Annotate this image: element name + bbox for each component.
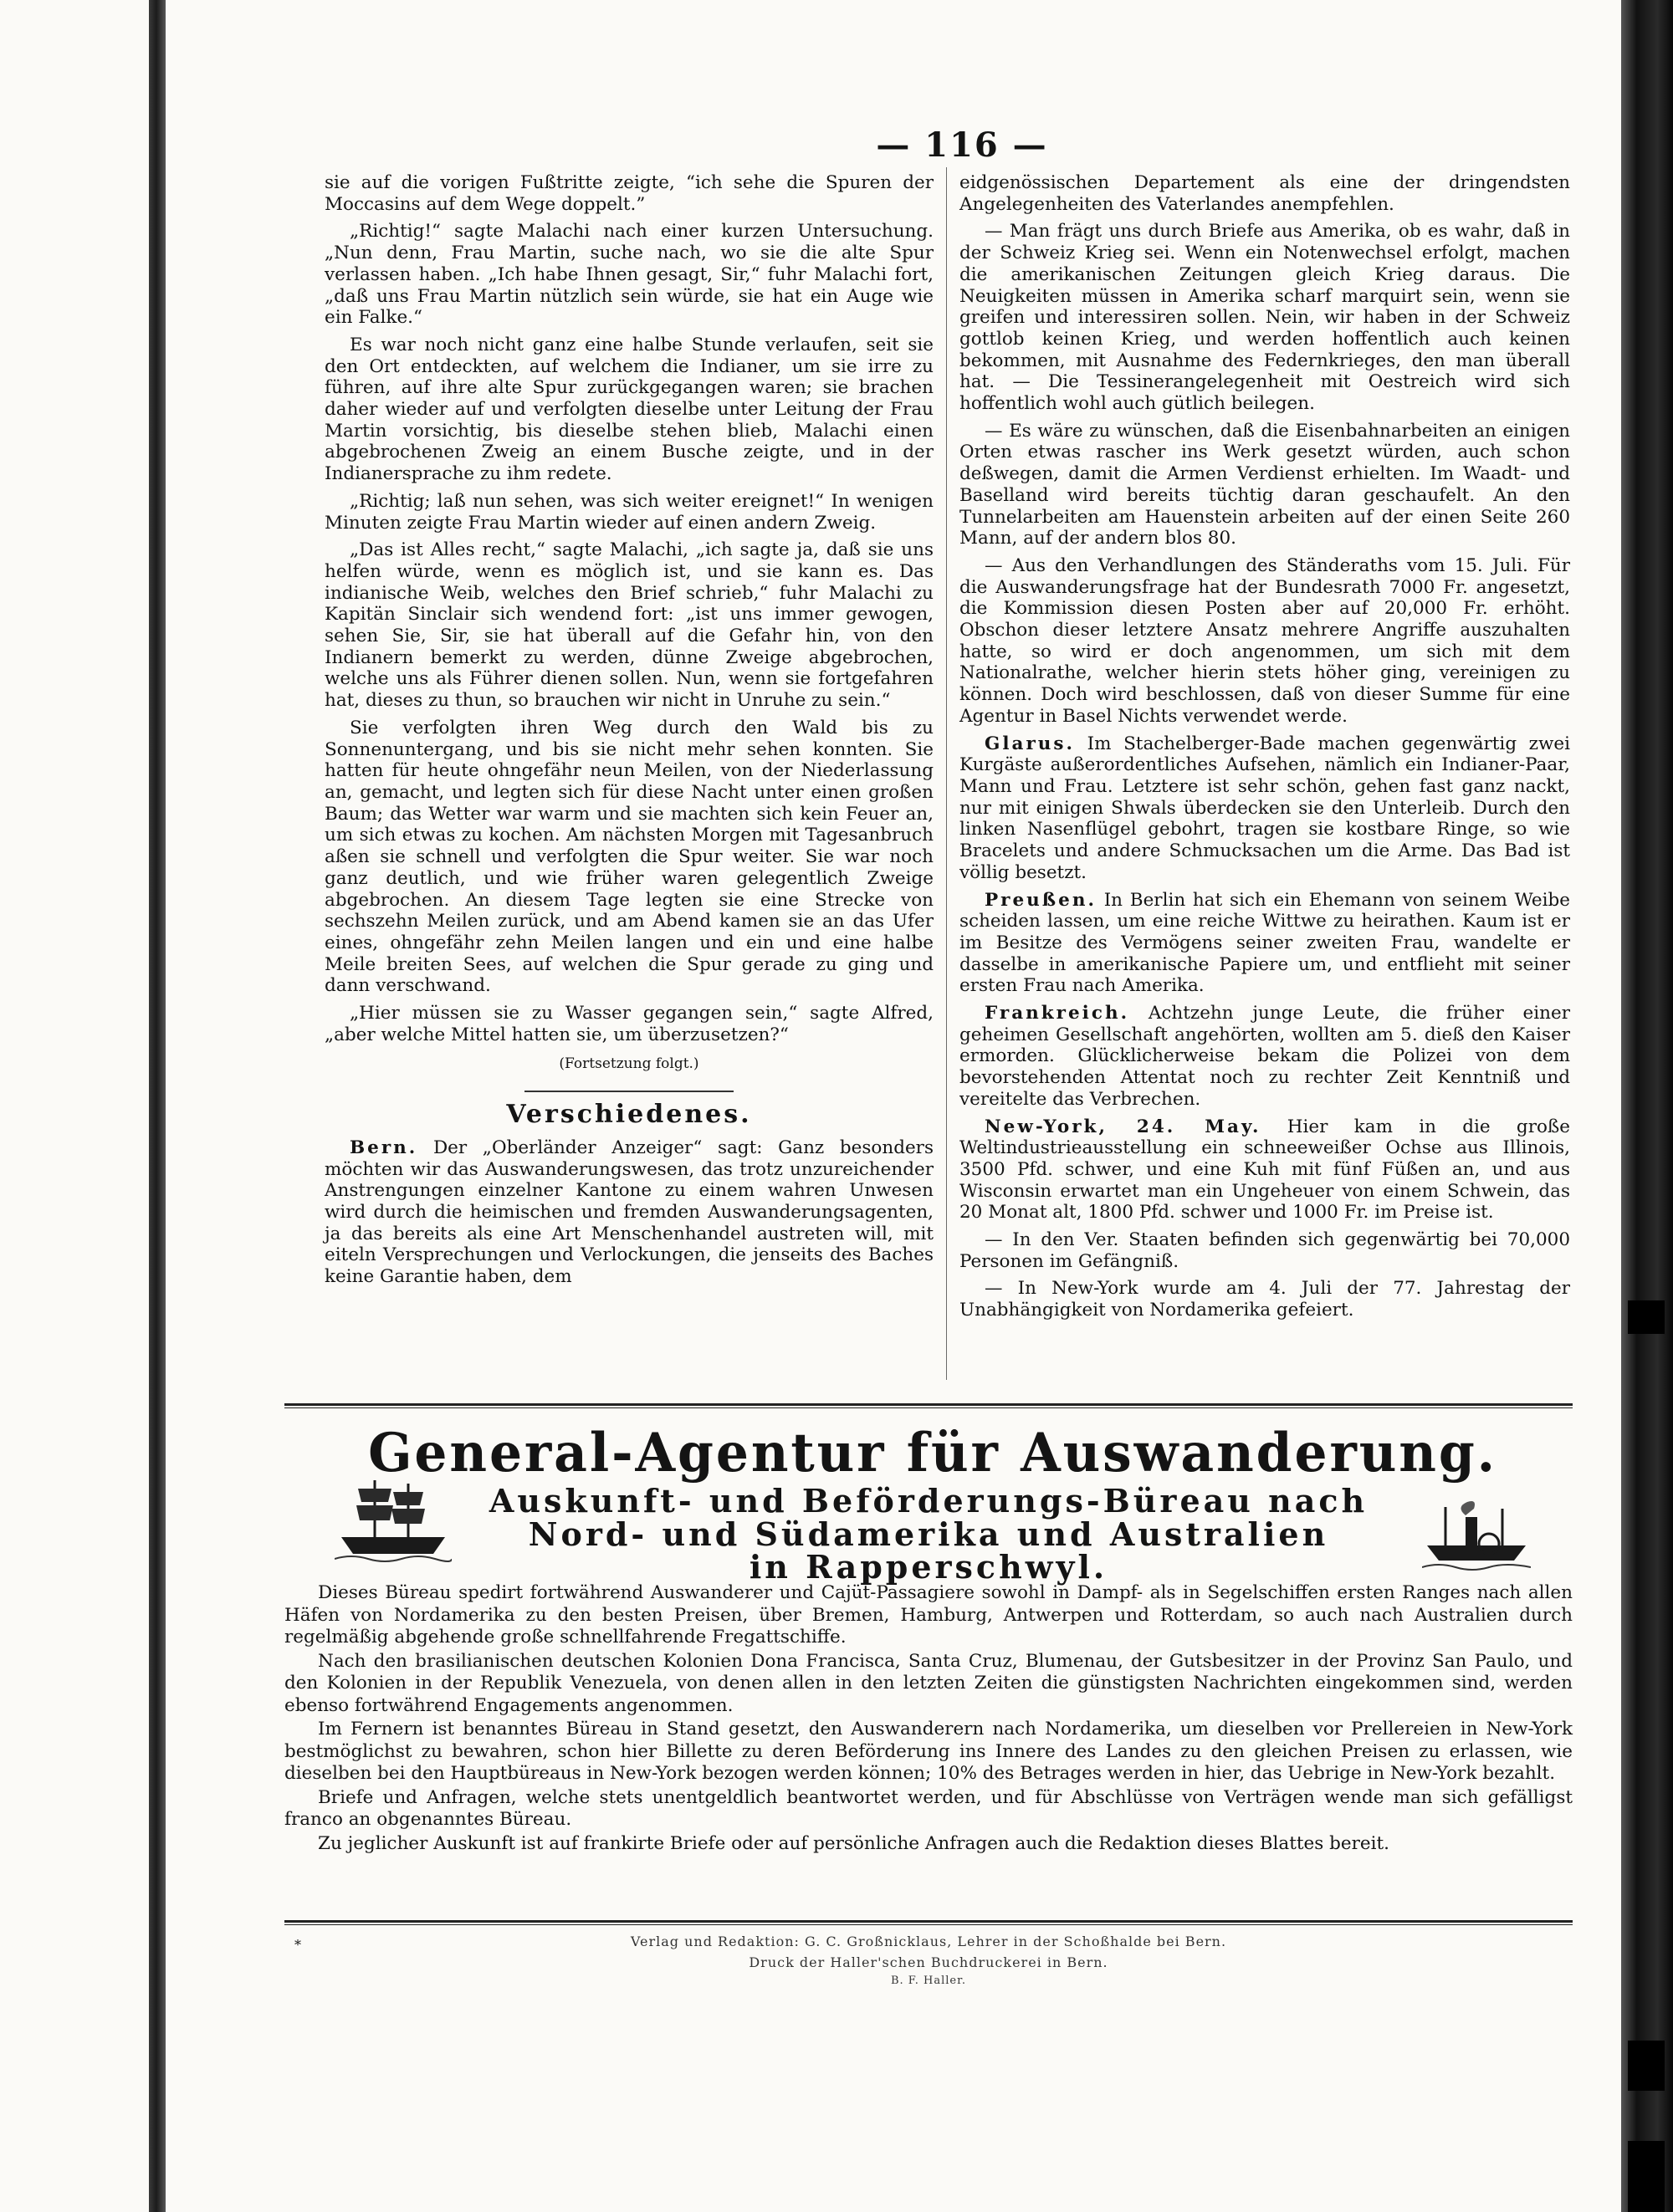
news-item-frankreich: [959, 1003, 1570, 1111]
ship-sail: [356, 1505, 393, 1520]
paragraph: — Man frägt uns durch Briefe aus Amerika, ob es wahr, daß in der Schweiz Krieg sei. Wenn ein Notenwechsel erfolgt, machen die amerikanischen Zeitungen gleich Krieg daraus. Die Neuigkeiten müssen in Amerika scharf marquirt sein, wenn sie greifen und interessiren sollen. Nein, wir haben in der Schweiz gottlob keinen Krieg, und werden hoffentlich auch keinen bekommen, mit Ausnahme des Federnkrieges, den man überall hat. — Die Tessinerangelegenheit mit Oestreich wird sich hoffentlich wohl auch gütlich beilegen.: [959, 221, 1570, 415]
footer-mark: *: [294, 1937, 301, 1953]
ship-sail: [391, 1509, 425, 1524]
place-name: New-York, 24. May.: [985, 1116, 1261, 1137]
binding-notch: [1628, 2141, 1665, 2212]
paragraph: — In den Ver. Staaten befinden sich gegenwärtig bei 70,000 Personen im Gefängniß.: [959, 1229, 1570, 1272]
news-text: Achtzehn junge Leute, die früher einer geheimen Gesellschaft angehörten, wollten am 5. dieß den Kaiser ermorden. Glücklicherweise bekam die Polizei von dem bevorstehenden Attentat noch zu rechter Zeit Kenntniß und vereitelte das Verbrechen.: [959, 1003, 1570, 1110]
footer-printer: Druck der Haller'schen Buchdruckerei in Bern.: [749, 1954, 1108, 1970]
news-text: Hier kam in die große Weltindustrieausstellung ein schneeweißer Ochse aus Illinois, 3500 Pfd. schwer, und eine Kuh mit fünf Füßen an, und aus Wisconsin erwartet man ein Ungeheuer von einem Schwein, das 20 Monat alt, 1800 Pfd. schwer und 1000 Fr. im Preise ist.: [959, 1116, 1571, 1223]
ship-waves: [1422, 1565, 1531, 1570]
ship-smoke: [1461, 1501, 1475, 1515]
paragraph: Es war noch nicht ganz eine halbe Stunde verlaufen, seit sie den Ort entdeckten, auf welchem die Indianer, um sie irre zu führen, auf ihre alte Spur zurückgegangen waren; sie brachen daher wieder auf und verfolgten dieselbe unter Leitung der Frau Martin vorsichtig, bis dieselbe stehen blieb, Malachi einen abgebrochenen Zweig an einem Busche zeigte, und in der Indianersprache zu ihm redete.: [325, 334, 934, 485]
footer-publisher: Verlag und Redaktion: G. C. Großnicklaus, Lehrer in der Schoßhalde bei Bern.: [630, 1934, 1227, 1949]
sailing-ship-icon: [335, 1472, 452, 1564]
paragraph: „Das ist Alles recht,“ sagte Malachi, „ich sagte ja, daß sie uns helfen würde, wenn es möglich ist, und sie kann es. Das indianische Weib, welches den Brief schrieb,“ fuhr Malachi zu Kapitän Sinclair sich wendend fort: „ist uns immer gewogen, sehen Sie, Sir, sie hat überall auf die Gefahr hin, von den Indianern bemerkt zu werden, dünne Zweige abgebrochen, welche uns als Führer dienen sollen. Nun, wenn sie fortgefahren hat, dieses zu thun, so brauchen wir nicht in Unruhe zu sein.“: [325, 539, 934, 712]
binding-notch: [1628, 1300, 1665, 1334]
paragraph: „Hier müssen sie zu Wasser gegangen sein,“ sagte Alfred, „aber welche Mittel hatten sie, um überzusetzen?“: [325, 1003, 934, 1045]
paragraph: „Richtig!“ sagte Malachi nach einer kurzen Untersuchung. „Nun denn, Frau Martin, suche nach, wo sie die alte Spur verlassen haben. „Ich habe Ihnen gesagt, Sir,“ fuhr Malachi fort, „daß uns Frau Martin nützlich sein würde, sie hat ein Auge wie ein Falke.“: [325, 221, 934, 329]
news-text: Der „Oberländer Anzeiger“ sagt: Ganz besonders möchten wir das Auswanderungswesen, das trotz unzureichender Anstrengungen einzelner Kantone zu einem wahren Unwesen wird durch die heimischen und fremden Auswanderungsagenten, ja das bereits als eine Art Menschenhandel austreten will, mit eiteln Versprechungen und Verlockungen, die jenseits des Baches keine Garantie haben, dem: [325, 1137, 934, 1288]
binding-strip-right: [1621, 0, 1673, 2212]
advertisement-subtitle: Auskunft- und Beförderungs-Büreau nach: [489, 1482, 1369, 1520]
paragraph: sie auf die vorigen Fußtritte zeigte, “ich sehe die Spuren der Moccasins auf dem Wege doppelt.”: [325, 172, 934, 215]
paragraph: — Es wäre zu wünschen, daß die Eisenbahnarbeiten an einigen Orten etwas rascher ins Werk gesetzt würden, auch schon deßwegen, damit die Armen Verdienst erhielten. Im Waadt- und Baselland wird bereits tüchtig daran geschaufelt. An den Tunnelarbeiten am Hauenstein arbeiten auf der einen Seite 260 Mann, auf der andern blos 80.: [959, 420, 1570, 549]
news-text: In Berlin hat sich ein Ehemann von seinem Weibe scheiden lassen, um eine reiche Wittwe zu heirathen. Kaum ist er im Besitze des Vermögens seiner zweiten Frau, wandelte er dasselbe in amerikanische Papiere um, und entflieht mit seiner ersten Frau nach Amerika.: [959, 889, 1570, 997]
section-divider: [524, 1091, 734, 1092]
ship-waves: [335, 1556, 452, 1561]
paragraph: Sie verfolgten ihren Weg durch den Wald bis zu Sonnenuntergang, und bis sie nicht mehr sehen konnten. Sie hatten für heute ohngefähr neun Meilen, von der Niederlassung an, gemacht, und legten sich für diese Nacht unter einen großen Baum; das Wetter war warm und sie machten sich kein Feuer an, um sich etwas zu kochen. Am nächsten Morgen mit Tagesanbruch aßen sie schnell und verfolgten die Spur weiter. Sie war noch ganz deutlich, und wie früher waren gelegentlich Zweige abgebrochen. An diesem Tage legten sie eine Strecke von sechszehn Meilen zurück, und am Abend kamen sie an das Ufer eines, ohngefähr zehn Meilen langen und ein und eine halbe Meile breiten Sees, auf welchen die Spur gerade zu ging und dann verschwand.: [325, 717, 934, 997]
paragraph: Dieses Büreau spedirt fortwährend Auswanderer und Cajüt-Passagiere sowohl in Dampf- als in Segelschiffen ersten Ranges nach allen Häfen von Nordamerika zu den besten Preisen, über Bremen, Hamburg, Antwerpen und Rotterdam, so auch nach Australien durch regelmäßig abgehende große schnellfahrende Fregattschiffe.: [284, 1582, 1573, 1648]
ship-funnel: [1466, 1517, 1477, 1545]
paragraph: „Richtig; laß nun sehen, was sich weiter ereignet!“ In wenigen Minuten zeigte Frau Martin wieder auf einen andern Zweig.: [325, 490, 934, 534]
news-item-bern: [325, 1137, 934, 1288]
paragraph: Zu jeglicher Auskunft ist auf frankirte Briefe oder auf persönliche Anfragen auch die Redaktion dieses Blattes bereit.: [318, 1832, 1389, 1854]
ship-sail: [358, 1489, 391, 1502]
news-item-newyork: [959, 1116, 1570, 1224]
ship-hull: [341, 1537, 445, 1554]
ship-hull: [1427, 1545, 1526, 1561]
section-heading: Verschiedenes.: [506, 1100, 752, 1130]
place-name: Preußen.: [985, 889, 1097, 911]
advertisement-top-rule: [284, 1403, 1573, 1408]
paragraph: Briefe und Anfragen, welche stets unentgeldlich beantwortet werden, und für Abschlüsse von Verträgen wende man sich gefälligst franco an obgenanntes Büreau.: [284, 1786, 1573, 1830]
left-column: [325, 172, 934, 1294]
paragraph: eidgenössischen Departement als eine der dringendsten Angelegenheiten des Vaterlandes anempfehlen.: [959, 172, 1570, 215]
place-name: Bern.: [350, 1137, 418, 1158]
steamship-icon: [1422, 1497, 1531, 1572]
column-divider: [946, 167, 947, 1380]
ship-sail: [393, 1492, 423, 1505]
paragraph: Im Fernern ist benanntes Büreau in Stand gesetzt, den Auswanderern nach Nordamerika, um dieselben vor Prellereien in New-York bestmöglichst zu bewahren, schon hier Billette zu deren Beförderung ins Innere des Landes zu den gleichen Preisen zu erlassen, wie dieselben bei den Hauptbüreaus in New-York bezogen werden können; 10% des Betrages werden in hier, das Uebrige in New-York bezahlt.: [284, 1719, 1573, 1784]
footer-rule: [284, 1920, 1573, 1925]
paragraph: — Aus den Verhandlungen des Ständeraths vom 15. Juli. Für die Auswanderungsfrage hat der Bundesrath 7000 Fr. angesetzt, die Kommission diesen Posten aber auf 20,000 Fr. erhöht. Obschon dieser letztere Ansatz mehrere Angriffe auszuhalten hatte, so wird er doch angenommen, um sich mit dem Nationalrathe, welcher hierin stets höher ging, vereinigen zu können. Doch wird beschlossen, daß von dieser Summe für eine Agentur in Basel Nichts verwendet werde.: [959, 554, 1570, 727]
right-column: [959, 172, 1570, 1327]
place-name: Glarus.: [985, 733, 1076, 754]
paragraph: — In New-York wurde am 4. Juli der 77. Jahrestag der Unabhängigkeit von Nordamerika gefeiert.: [959, 1278, 1570, 1321]
advertisement-title: General-Agentur für Auswanderung.: [368, 1422, 1497, 1484]
news-item-glarus: [959, 733, 1570, 884]
paragraph: Nach den brasilianischen deutschen Kolonien Dona Francisca, Santa Cruz, Blumenau, der Gutsbesitzer in der Provinz San Paulo, und den Kolonien in der Republik Venezuela, von denen allen in den letzten Zeiten die günstigsten Nachrichten eingekommen sind, werden ebenso fortwährend Engagements angenommen.: [284, 1650, 1573, 1716]
news-text: Im Stachelberger-Bade machen gegenwärtig zwei Kurgäste außerordentliches Aufsehen, nämlich ein Indianer-Paar, Mann und Frau. Letztere ist sehr schön, gehen fast ganz nackt, nur mit einigen Shwals überdecken sie den Unterleib. Durch den linken Nasenflügel gebohrt, tragen sie kostbare Ringe, so wie Bracelets und andere Schmucksachen um die Arme. Das Bad ist völlig besetzt.: [959, 733, 1570, 883]
page-number: — 116 —: [876, 125, 1048, 165]
advertisement-subtitle: Nord- und Südamerika und Australien: [528, 1515, 1329, 1553]
advertisement-subtitle: in Rapperschwyl.: [749, 1548, 1108, 1586]
binding-notch: [1628, 2041, 1665, 2091]
news-item-preussen: [959, 890, 1570, 998]
binding-strip-left: [149, 0, 166, 2212]
footer-signature: B. F. Haller.: [890, 1974, 967, 1987]
place-name: Frankreich.: [985, 1003, 1130, 1024]
continuation-note: (Fortsetzung folgt.): [559, 1055, 699, 1073]
advertisement-body: [284, 1582, 1573, 1857]
